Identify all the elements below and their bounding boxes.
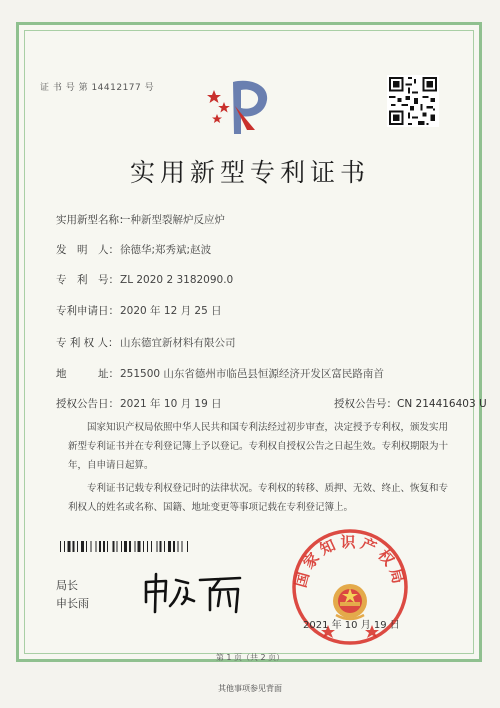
page-title: 实用新型专利证书 (129, 158, 370, 187)
page-number: 第 1 页（共 2 页） (215, 653, 285, 662)
field-row-patentee: 专 利 权 人：山东德宜新材料有限公司 (56, 337, 236, 349)
patent-logo-icon (205, 76, 277, 136)
svg-text:国家知识产权局: 国家知识产权局 (291, 533, 409, 590)
field-row-patent-number: 专 利 号：ZL 2020 2 3182090.0 (56, 274, 234, 286)
field-row-address: 地 址：251500 山东省德州市临邑县恒源经济开发区富民路南首 (56, 368, 384, 380)
field-row-application-date: 专利申请日：2020 年 12 月 25 日 (56, 305, 222, 317)
certificate-number: 证 书 号 第 14412177 号 (40, 83, 155, 93)
paragraph-legal-status: 专利证书记载专利权登记时的法律状况。专利权的转移、质押、无效、终止、恢复和专利权人的姓名或名称、国籍、地址变更等事项记载在专利登记簿上。 (68, 483, 449, 513)
director-name: 申长雨 (56, 597, 89, 610)
seal-date: 2021 年 10 月 19 日 (303, 620, 400, 631)
director-title: 局长 (56, 579, 78, 592)
footer-note: 其他事项参见背面 (218, 684, 282, 693)
paragraph-grant: 国家知识产权局依照中华人民共和国专利法经过初步审查，决定授予专利权，颁发实用新型专利证书并在专利登记簿上予以登记。专利权自授权公告之日起生效。专利权期限为十年，自申请日起算。 (68, 422, 449, 471)
barcode-icon (60, 541, 228, 552)
signature-icon (140, 570, 250, 616)
field-row-name: 实用新型名称：一种新型裂解炉反应炉 (56, 214, 225, 226)
field-row-inventor: 发 明 人：徐德华;郑秀斌;赵波 (56, 244, 212, 256)
grant-publication-number: 授权公告号：CN 214416403 U (334, 398, 487, 410)
qr-code-icon (387, 75, 439, 127)
field-row-grant-date: 授权公告日：2021 年 10 月 19 日 授权公告号：CN 214416403 U (56, 398, 487, 410)
